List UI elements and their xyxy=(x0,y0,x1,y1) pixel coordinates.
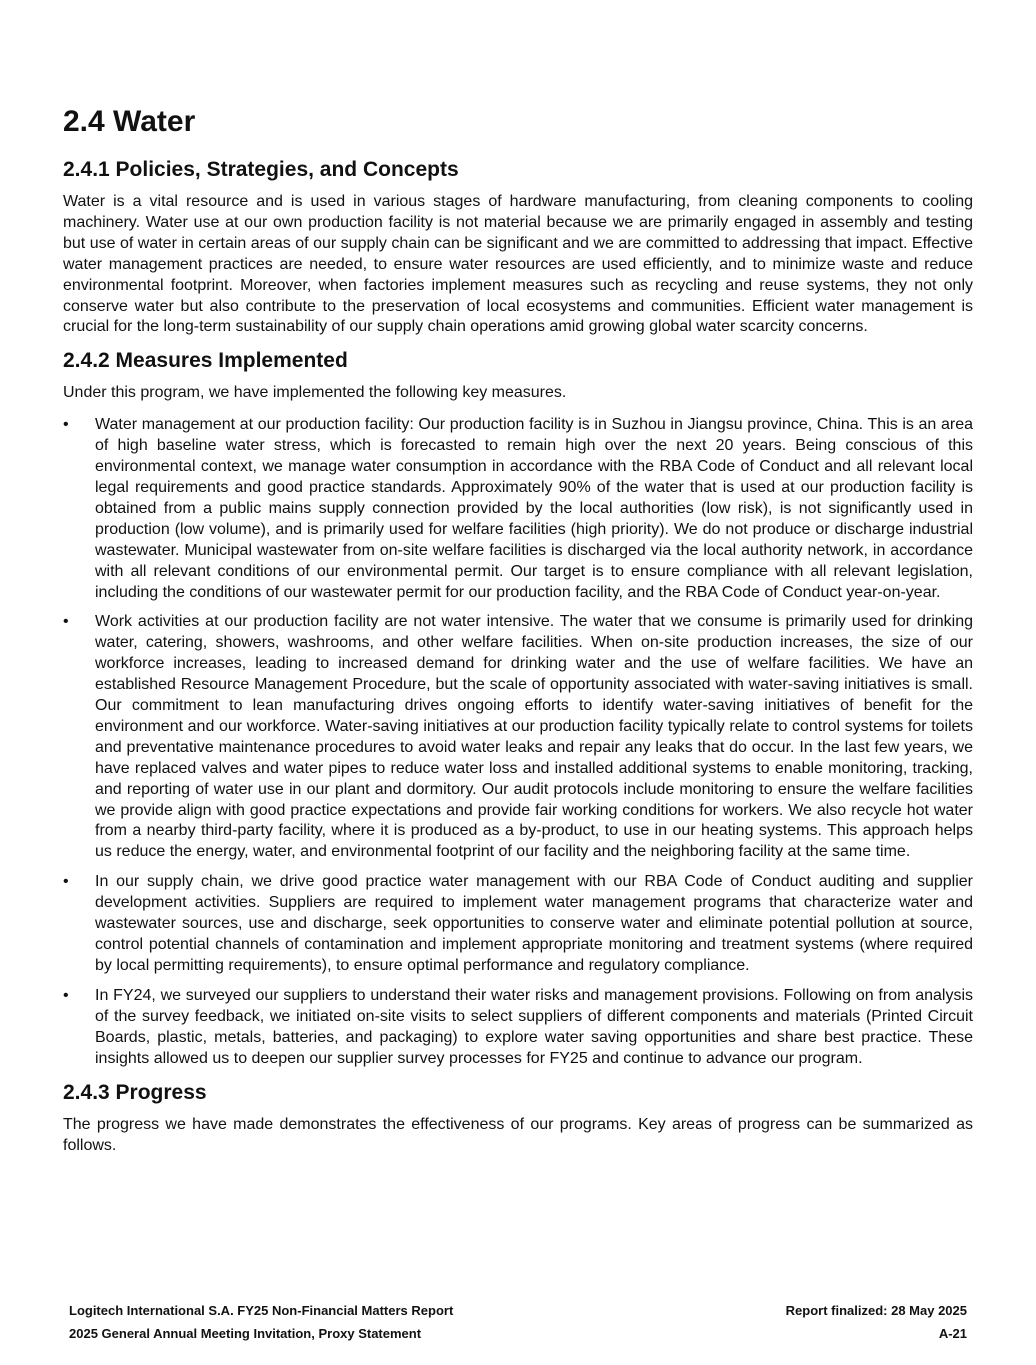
footer-row-1 xyxy=(69,1299,967,1322)
footer-meeting-title: 2025 General Annual Meeting Invitation, Proxy Statement xyxy=(69,1326,422,1341)
list-item xyxy=(63,612,973,863)
bullet-marker: • xyxy=(63,416,69,434)
list-item-text: In our supply chain, we drive good practice water management with our RBA Code of Conduct auditing and supplier development activities. Suppliers are required to implement water management programs that characterize water and wastewater sources, use and discharge, seek opportunities to conserve water and eliminate potential pollution at source, control potential channels of contamination and implement appropriate monitoring and treatment systems (where required by local permitting requirements), to ensure optimal performance and regulatory compliance. xyxy=(95,873,973,974)
footer-finalized-date: Report finalized: 28 May 2025 xyxy=(785,1303,967,1318)
section-title: 2.4 Water xyxy=(63,105,196,138)
bullet-marker: • xyxy=(63,873,69,891)
footer-page-number: A-21 xyxy=(938,1326,967,1341)
subsection-title-policies: 2.4.1 Policies, Strategies, and Concepts xyxy=(63,158,459,181)
list-item-text: Work activities at our production facility are not water intensive. The water that we consume is primarily used for drinking water, catering, showers, washrooms, and other welfare facilities. When on-site production increases, the size of our workforce increases, leading to increased demand for drinking water and the use of welfare facilities. We have an established Resource Management Procedure, but the scale of opportunity associated with water-saving initiatives is small. Our commitment to lean manufacturing drives ongoing efforts to identify water-saving initiatives of benefit for the environment and our workforce. Water-saving initiatives at our production facility typically relate to control systems for toilets and preventative maintenance procedures to avoid water leaks and repair any leaks that do occur. In the last few years, we have replaced valves and water pipes to reduce water loss and installed additional systems to enable monitoring, tracking, and reporting of water use in our plant and dormitory. Our audit protocols include monitoring to ensure the welfare facilities we provide align with good practice expectations and provide fair working conditions for workers. We also recycle hot water from a nearby third-party facility, where it is produced as a by-product, to use in our heating systems. This approach helps us reduce the energy, water, and environmental footprint of our facility and the neighboring facility at the same time. xyxy=(95,613,973,861)
progress-paragraph: The progress we have made demonstrates the effectiveness of our programs. Key areas of progress can be summarized as follows. xyxy=(63,1116,973,1155)
footer-row-2 xyxy=(69,1322,967,1345)
list-item-text: In FY24, we surveyed our suppliers to understand their water risks and management provisions. Following on from analysis of the survey feedback, we initiated on-site visits to select suppliers of different components and materials (Printed Circuit Boards, plastic, metals, batteries, and packaging) to explore water saving opportunities and share best practice. These insights allowed us to deepen our supplier survey processes for FY25 and continue to advance our program. xyxy=(95,986,973,1067)
page-footer xyxy=(69,1299,967,1345)
measures-list xyxy=(63,415,973,1069)
subsection-title-measures: 2.4.2 Measures Implemented xyxy=(63,349,348,373)
bullet-marker: • xyxy=(63,986,69,1004)
list-item xyxy=(63,986,973,1070)
footer-report-title: Logitech International S.A. FY25 Non-Financial Matters Report xyxy=(69,1303,454,1318)
measures-intro: Under this program, we have implemented the following key measures. xyxy=(63,384,567,402)
policies-paragraph: Water is a vital resource and is used in various stages of hardware manufacturing, from cleaning components to cooling machinery. Water use at our own production facility is not material because we are primarily engaged in assembly and testing but use of water in certain areas of our supply chain can be significant and we are committed to addressing that impact. Effective water management practices are needed, to ensure water resources are used efficiently, and to minimize waste and reduce environmental footprint. Moreover, when factories implement measures such as recycling and reuse systems, they not only conserve water but also contribute to the preservation of local ecosystems and communities. Efficient water management is crucial for the long-term sustainability of our supply chain operations amid growing global water scarcity concerns. xyxy=(63,193,973,336)
list-item xyxy=(63,415,973,603)
subsection-title-progress: 2.4.3 Progress xyxy=(63,1081,207,1105)
list-item-text: Water management at our production facility: Our production facility is in Suzhou in Jiangsu province, China. This is an area of high baseline water stress, which is forecasted to remain high over the next 20 years. Being conscious of this environmental context, we manage water consumption in accordance with the RBA Code of Conduct and all relevant local legal requirements and good practice standards. Approximately 90% of the water that is used at our production facility is obtained from a public mains supply connection provided by the local authorities (low risk), is not significantly used in production (low volume), and is primarily used for welfare facilities (high priority). We do not produce or discharge industrial wastewater. Municipal wastewater from on-site welfare facilities is discharged via the local authority network, in accordance with all relevant conditions of our environmental permit. Our target is to ensure compliance with all relevant legislation, including the conditions of our wastewater permit for our production facility, and the RBA Code of Conduct year-on-year. xyxy=(95,416,973,601)
list-item xyxy=(63,872,973,977)
page-content xyxy=(63,100,973,1165)
bullet-marker: • xyxy=(63,613,69,631)
